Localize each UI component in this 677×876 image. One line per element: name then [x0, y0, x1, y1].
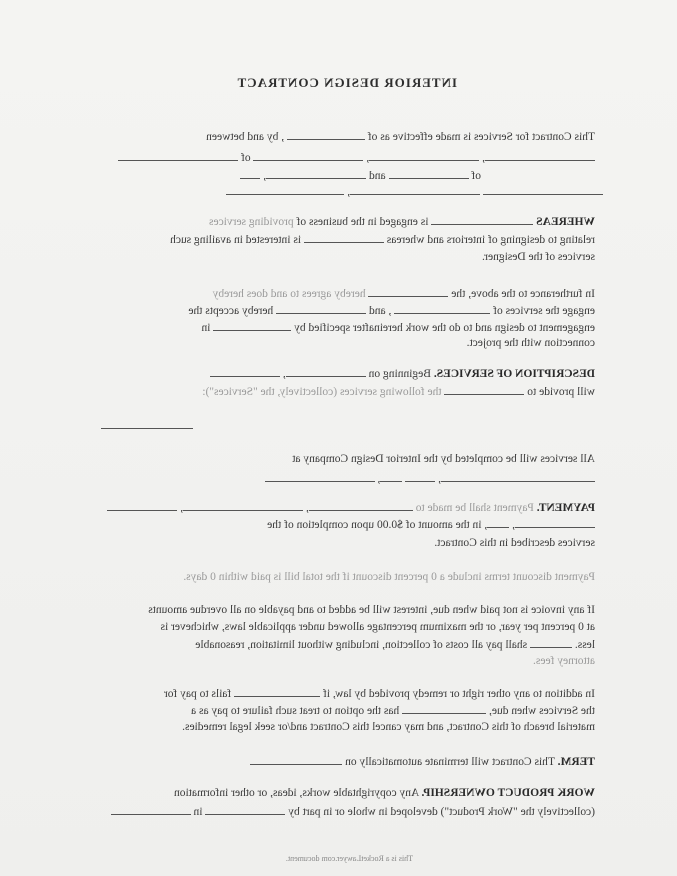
start-date-field[interactable] [286, 366, 366, 377]
payee-address-field[interactable] [183, 500, 303, 511]
payment-line-1: PAYMENT. Payment shall be made to , , [107, 500, 595, 515]
page-title: INTERIOR DESIGN CONTRACT [236, 75, 457, 90]
payee-name-field[interactable] [309, 500, 413, 511]
work-product-connection-field[interactable] [111, 804, 191, 815]
designer-zip-field[interactable] [226, 184, 344, 195]
completion-line-1: All services will be completed by the Interior Design Company at [292, 453, 595, 465]
late-payer-field[interactable] [530, 637, 572, 648]
ownership-line-2: (collectively the "Work Product") developed in whole or in part by in [111, 804, 595, 819]
furtherance-line-4: connection with the project. [466, 337, 595, 349]
client-name-field[interactable] [304, 232, 384, 243]
designer-city-field[interactable] [483, 184, 603, 195]
payee-state-field[interactable] [515, 517, 595, 528]
payee-city-field[interactable] [107, 500, 177, 511]
footer-text: This is a RocketLawyer.com document. [285, 854, 413, 863]
remedy-line-1: In addition to any other right or remedy provided by law, if fails to pay for [163, 688, 595, 700]
payee-zip-field[interactable] [487, 517, 509, 528]
party-name-field[interactable] [485, 150, 595, 161]
furtherance-line-1: In furtherance to the above, the hereby agrees to and does hereby [212, 288, 595, 300]
discount-line: Payment discount terms include a 0 percent discount if the total bill is paid within 0 days. [183, 571, 595, 583]
designer-state-field[interactable] [240, 168, 260, 179]
remedy-line-3: material breach of this Contract, and may cancel this Contract and/or seek legal remedies. [182, 721, 595, 733]
designer-party-field[interactable] [394, 303, 490, 314]
party-address-field[interactable] [369, 150, 479, 161]
payment-line-3: services described in this Contract. [434, 537, 595, 549]
services-list-field[interactable] [101, 428, 193, 429]
remedy-line-2: the Services when due, has the option to treat such failure to pay as a [191, 705, 595, 717]
intro-line-1: This Contract for Services is made effective as of , by and between [206, 131, 595, 143]
effective-date-field[interactable] [287, 129, 365, 140]
term-line: TERM. This Contract will terminate automatically on [250, 754, 595, 769]
late-line-3: less. shall pay all costs of collection, including without limitation, reasonable [195, 639, 595, 651]
intro-line-2: , , of [118, 150, 595, 165]
party-location-field[interactable] [118, 150, 238, 161]
whereas-line-1: WHEREAS is engaged in the business of providing services [209, 216, 595, 228]
late-line-2: at 0 percent per year, or the maximum percentage allowed under applicable laws, whichever is [160, 621, 595, 633]
party-city-field[interactable] [254, 150, 364, 161]
intro-line-4: , [226, 184, 603, 199]
intro-line-3: of and , [240, 168, 481, 183]
work-product-owner-field[interactable] [205, 804, 285, 815]
late-line-4: attorney fees. [533, 655, 595, 667]
designer-remedy-field[interactable] [402, 703, 486, 714]
client-remedy-field[interactable] [234, 686, 320, 697]
completion-state-field[interactable] [380, 471, 402, 482]
whereas-line-3: services of the Designer. [481, 251, 595, 263]
completion-line-2: , , [265, 471, 595, 486]
designer-name-field[interactable] [389, 168, 469, 179]
whereas-line-2: relating to designing of interiors and whereas is interested in availing such [170, 234, 595, 246]
furtherance-line-3: engagement to design and to do the work hereinafter specified by in [201, 322, 595, 334]
late-line-1: If any invoice is not paid when due, interest will be added to and payable on all overdue amounts [148, 604, 595, 616]
termination-date-field[interactable] [250, 754, 342, 765]
client-party-field[interactable] [368, 286, 448, 297]
specified-by-field[interactable] [213, 320, 291, 331]
description-line-2: will provide to the following services (collectively, the "Services"): [202, 386, 595, 398]
payment-line-2: , , in the amount of $0.00 upon completion of the [267, 517, 595, 532]
designer-business-field[interactable] [431, 214, 533, 225]
completion-city-field[interactable] [405, 471, 435, 482]
designer-accepts-field[interactable] [276, 303, 366, 314]
provide-to-field[interactable] [444, 384, 524, 395]
ownership-line-1: WORK PRODUCT OWNERSHIP. Any copyrightable works, ideas, or other information [174, 787, 595, 799]
start-provider-field[interactable] [210, 366, 280, 377]
completion-zip-field[interactable] [265, 471, 375, 482]
completion-location-field[interactable] [441, 471, 595, 482]
designer-location-field[interactable] [350, 184, 480, 195]
furtherance-line-2: engage the services of , and hereby accepts the [188, 305, 595, 317]
description-line-1: DESCRIPTION OF SERVICES. Beginning on , [210, 366, 595, 381]
designer-address-field[interactable] [266, 168, 366, 179]
